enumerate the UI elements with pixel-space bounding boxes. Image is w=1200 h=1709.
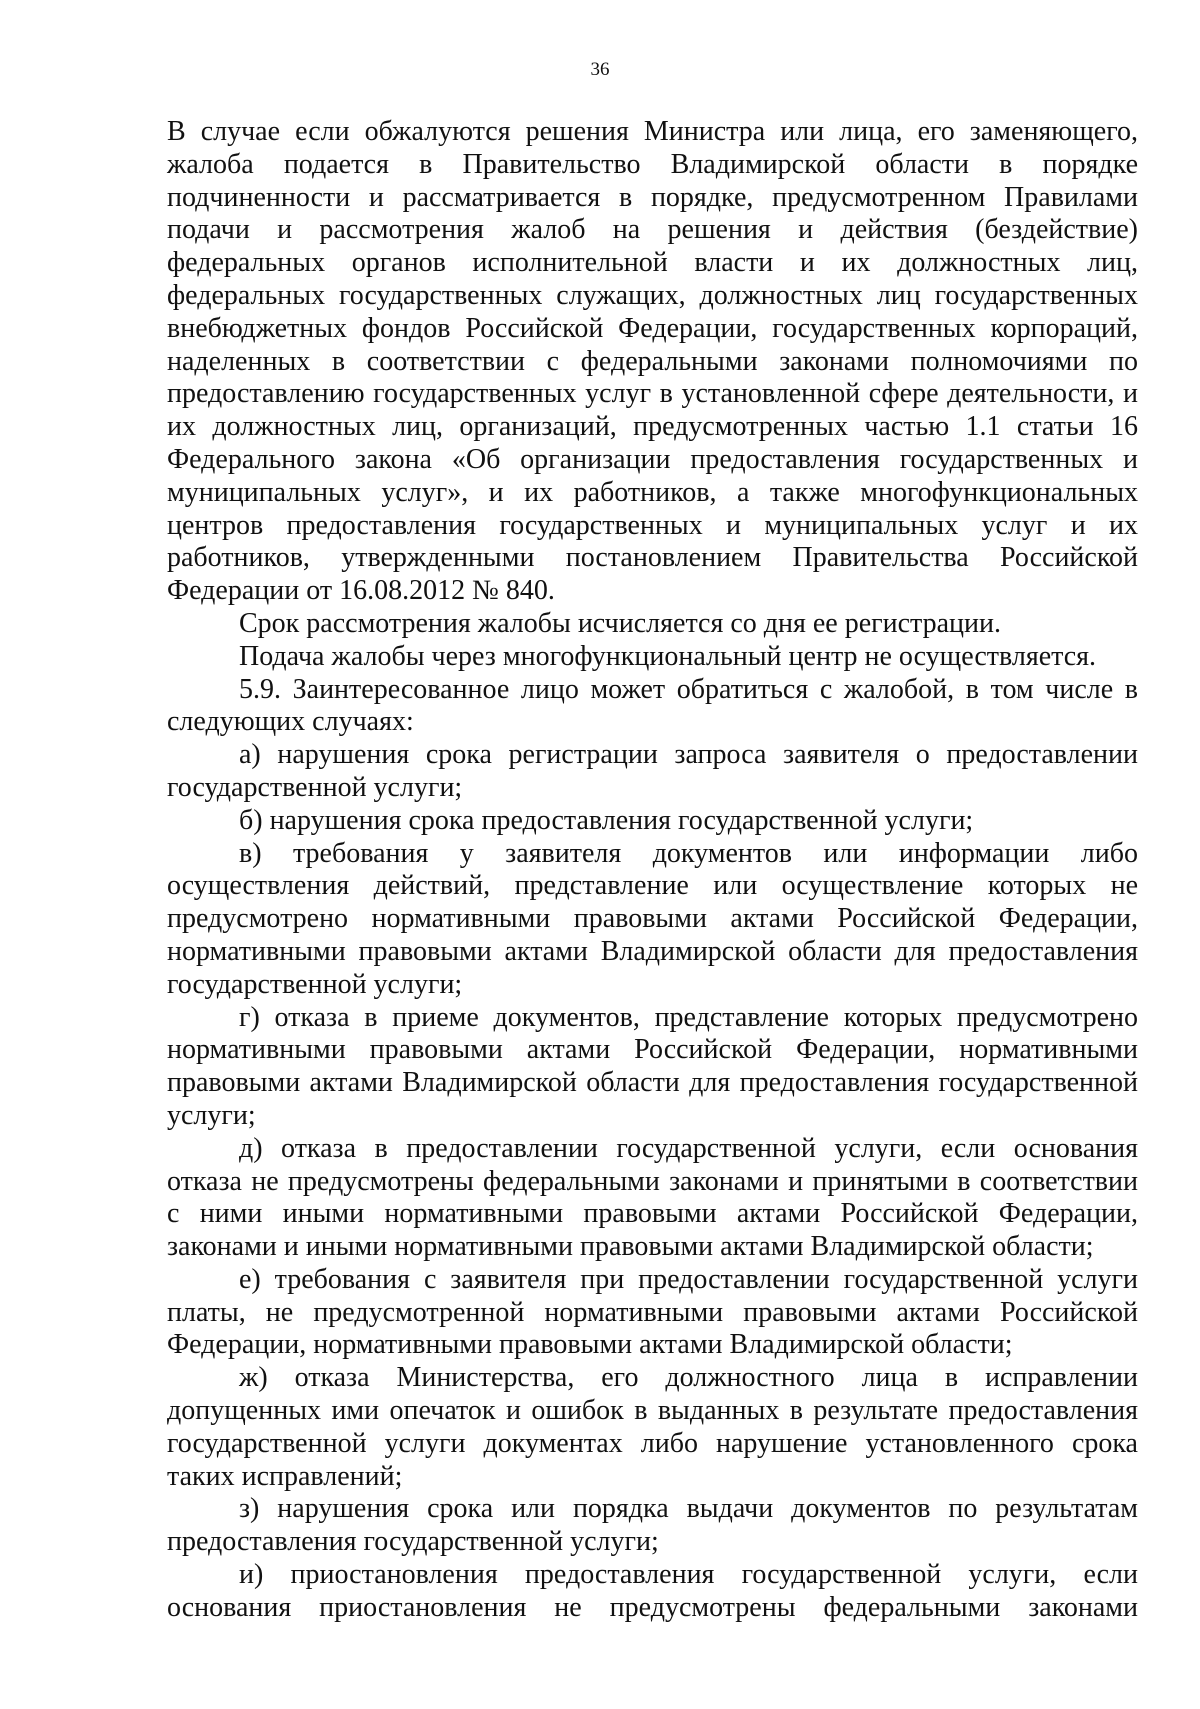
list-item-z: з) нарушения срока или порядка выдачи документов по результатам предоставления государственной услуги; bbox=[167, 1493, 1138, 1558]
list-item-e: е) требования с заявителя при предоставлении государственной услуги платы, не предусмотренной нормативными правовыми актами Российской Федерации, нормативными правовыми актами Владимирской области; bbox=[167, 1263, 1138, 1361]
list-item-b: б) нарушения срока предоставления государственной услуги; bbox=[239, 804, 974, 836]
list-item-g: г) отказа в приеме документов, представление которых предусмотрено нормативными правовыми актами Российской Федерации, нормативными правовыми актами Владимирской области для предоставления государственной услуги; bbox=[167, 1001, 1138, 1131]
paragraph-section-5-9: 5.9. Заинтересованное лицо может обратиться с жалобой, в том числе в следующих случаях: bbox=[167, 673, 1138, 738]
list-item-i: и) приостановления предоставления государственной услуги, если основания приостановления не предусмотрены федеральными законами bbox=[167, 1559, 1138, 1623]
paragraph-mfc-submission: Подача жалобы через многофункциональный центр не осуществляется. bbox=[239, 640, 1097, 672]
paragraph-review-term: Срок рассмотрения жалобы исчисляется со дня ее регистрации. bbox=[239, 607, 1002, 639]
list-item-zh: ж) отказа Министерства, его должностного лица в исправлении допущенных ими опечаток и ошибок в выданных в результате предоставления государственной услуги документах либо нарушение установленного срока таких исправлений; bbox=[167, 1362, 1138, 1492]
page-number: 36 bbox=[590, 59, 610, 80]
document-body bbox=[167, 116, 1138, 1625]
list-item-a: а) нарушения срока регистрации запроса заявителя о предоставлении государственной услуги; bbox=[167, 739, 1138, 803]
list-item-v: в) требования у заявителя документов или информации либо осуществления действий, представление или осуществление которых не предусмотрено нормативными правовыми актами Российской Федерации, нормативными правовыми актами Владимирской области для предоставления государственной услуги; bbox=[167, 837, 1138, 1000]
paragraph-complaint-procedure: В случае если обжалуются решения Министра или лица, его заменяющего, жалоба подается в Правительство Владимирской области в порядке подчиненности и рассматривается в порядке, предусмотренном Правилами подачи и рассмотрения жалоб на решения и действия (бездействие) федеральных органов исполнительной власти и их должностных лиц, федеральных государственных служащих, должностных лиц государственных внебюджетных фондов Российской Федерации, государственных корпораций, наделенных в соответствии с федеральными законами полномочиями по предоставлению государственных услуг в установленной сфере деятельности, и их должностных лиц, организаций, предусмотренных частью 1.1 статьи 16 Федерального закона «Об организации предоставления государственных и муниципальных услуг», и их работников, а также многофункциональных центров предоставления государственных и муниципальных услуг и их работников, утвержденными постановлением Правительства Российской Федерации от 16.08.2012 № 840. bbox=[167, 116, 1138, 607]
list-item-d: д) отказа в предоставлении государственной услуги, если основания отказа не предусмотрены федеральными законами и принятыми в соответствии с ними иными нормативными правовыми актами Российской Федерации, законами и иными нормативными правовыми актами Владимирской области; bbox=[167, 1132, 1138, 1263]
